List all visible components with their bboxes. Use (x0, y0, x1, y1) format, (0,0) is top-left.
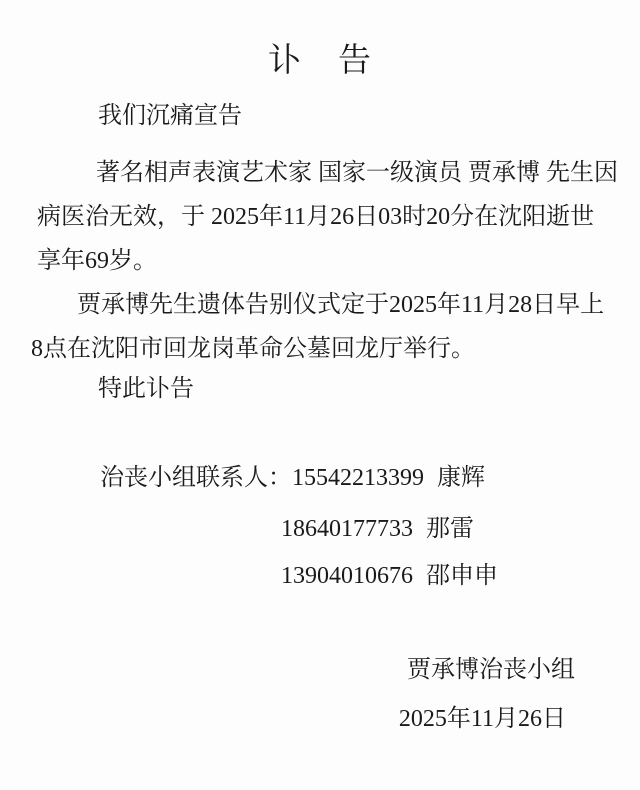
contact-row (281, 517, 474, 541)
contact-phone: 13904010676 (281, 563, 413, 589)
notice-title-char-2: 告 (338, 43, 372, 79)
paragraph1-line1: 著名相声表演艺术家 国家一级演员 贾承博 先生因 (96, 160, 618, 186)
contact-name: 邵申申 (426, 563, 498, 589)
contact-name: 康辉 (437, 465, 485, 491)
contact-name: 那雷 (426, 516, 474, 542)
contact-row (100, 466, 485, 490)
paragraph1-line3: 享年69岁。 (37, 248, 157, 274)
contact-label: 治丧小组联系人： (100, 465, 292, 491)
contact-phone: 18640177733 (281, 516, 413, 542)
contact-phone: 15542213399 (292, 465, 424, 491)
intro-line: 我们沉痛宣告 (98, 103, 242, 129)
contact-row (281, 564, 498, 588)
paragraph1-line2: 病医治无效，于 2025年11月26日03时20分在沈阳逝世 (37, 204, 595, 230)
signature-date: 2025年11月26日 (398, 706, 566, 732)
notice-title-char-1: 讣 (268, 43, 302, 79)
paragraph2-line2: 8点在沈阳市回龙岗革命公墓回龙厅举行。 (31, 336, 475, 362)
paragraph2-line1: 贾承博先生遗体告别仪式定于2025年11月28日早上 (77, 292, 605, 318)
notice-title (0, 34, 640, 81)
closing-line: 特此讣告 (98, 376, 194, 402)
signature-group: 贾承博治丧小组 (407, 657, 575, 683)
